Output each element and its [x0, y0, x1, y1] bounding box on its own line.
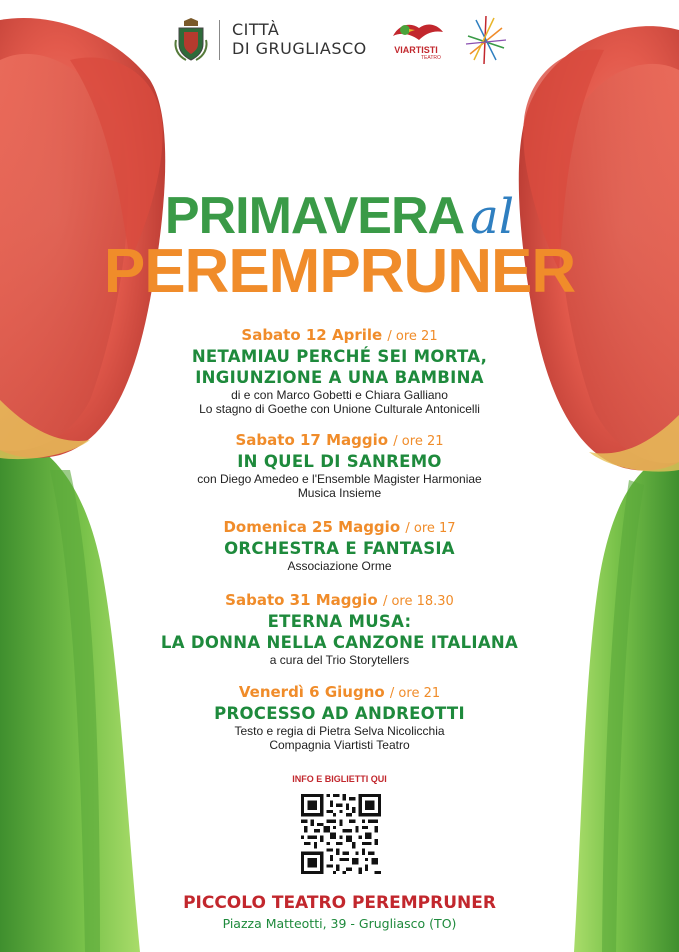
event-date-day: Domenica 25 Maggio — [223, 518, 401, 536]
event-time: / ore 21 — [393, 434, 444, 449]
city-line1: CITTÀ — [232, 20, 280, 39]
viartisti-sub: TEATRO — [421, 55, 441, 61]
event-3 — [0, 518, 679, 573]
event-date — [0, 683, 679, 703]
event-title: NETAMIAU PERCHÉ SEI MORTA, — [191, 347, 488, 366]
event-date — [0, 591, 679, 611]
star-logo-icon — [462, 14, 508, 66]
event-time: / ore 18.30 — [382, 594, 454, 609]
event-date — [0, 518, 679, 538]
event-date — [0, 431, 679, 451]
event-time: / ore 17 — [405, 521, 456, 536]
title-line2: PEREMPRUNER — [103, 237, 576, 306]
event-time: / ore 21 — [389, 686, 441, 701]
city-crest-icon — [174, 18, 208, 62]
event-date — [0, 326, 679, 346]
city-line2: DI GRUGLIASCO — [232, 39, 367, 58]
event-description: di e con Marco Gobetti e Chiara Galliano — [231, 388, 448, 402]
event-title: LA DONNA NELLA CANZONE ITALIANA — [160, 633, 519, 652]
viartisti-bird-icon — [385, 18, 447, 46]
event-time: / ore 21 — [387, 329, 438, 344]
event-title: ORCHESTRA E FANTASIA — [224, 539, 455, 558]
info-label: INFO E BIGLIETTI QUI — [292, 774, 387, 784]
header-logos — [170, 14, 510, 68]
event-date-day: Venerdì 6 Giugno — [238, 683, 385, 701]
event-description: Compagnia Viartisti Teatro — [269, 738, 410, 752]
city-logo-text — [232, 20, 367, 58]
venue-name: PICCOLO TEATRO PEREMPRUNER — [183, 893, 496, 913]
title-al: al — [470, 189, 515, 245]
event-title: IN QUEL DI SANREMO — [237, 452, 442, 471]
event-date-day: Sabato 31 Maggio — [225, 591, 378, 609]
event-description: Testo e regia di Pietra Selva Nicolicchia — [234, 724, 445, 738]
qr-code-icon[interactable] — [301, 794, 381, 874]
event-date-day: Sabato 17 Maggio — [235, 431, 389, 449]
event-1 — [0, 326, 679, 416]
event-5 — [0, 683, 679, 752]
title-primavera: PRIMAVERA — [164, 187, 465, 245]
event-description: a cura del Trio Storytellers — [269, 653, 410, 667]
event-title: ETERNA MUSA: — [267, 612, 412, 631]
event-description: Musica Insieme — [297, 486, 382, 500]
header-divider — [219, 20, 220, 60]
event-title: PROCESSO AD ANDREOTTI — [214, 704, 465, 723]
event-4 — [0, 591, 679, 667]
event-date-day: Sabato 12 Aprile — [241, 326, 383, 344]
event-description: Associazione Orme — [287, 559, 392, 573]
viartisti-logo — [385, 18, 447, 62]
viartisti-name: VIARTISTI — [394, 45, 438, 55]
event-2 — [0, 431, 679, 500]
venue-address: Piazza Matteotti, 39 - Grugliasco (TO) — [222, 916, 457, 931]
event-title: INGIUNZIONE A UNA BAMBINA — [195, 368, 484, 387]
event-description: con Diego Amedeo e l'Ensemble Magister Harmoniae — [197, 472, 482, 486]
event-description: Lo stagno di Goethe con Unione Culturale Antonicelli — [199, 402, 480, 416]
